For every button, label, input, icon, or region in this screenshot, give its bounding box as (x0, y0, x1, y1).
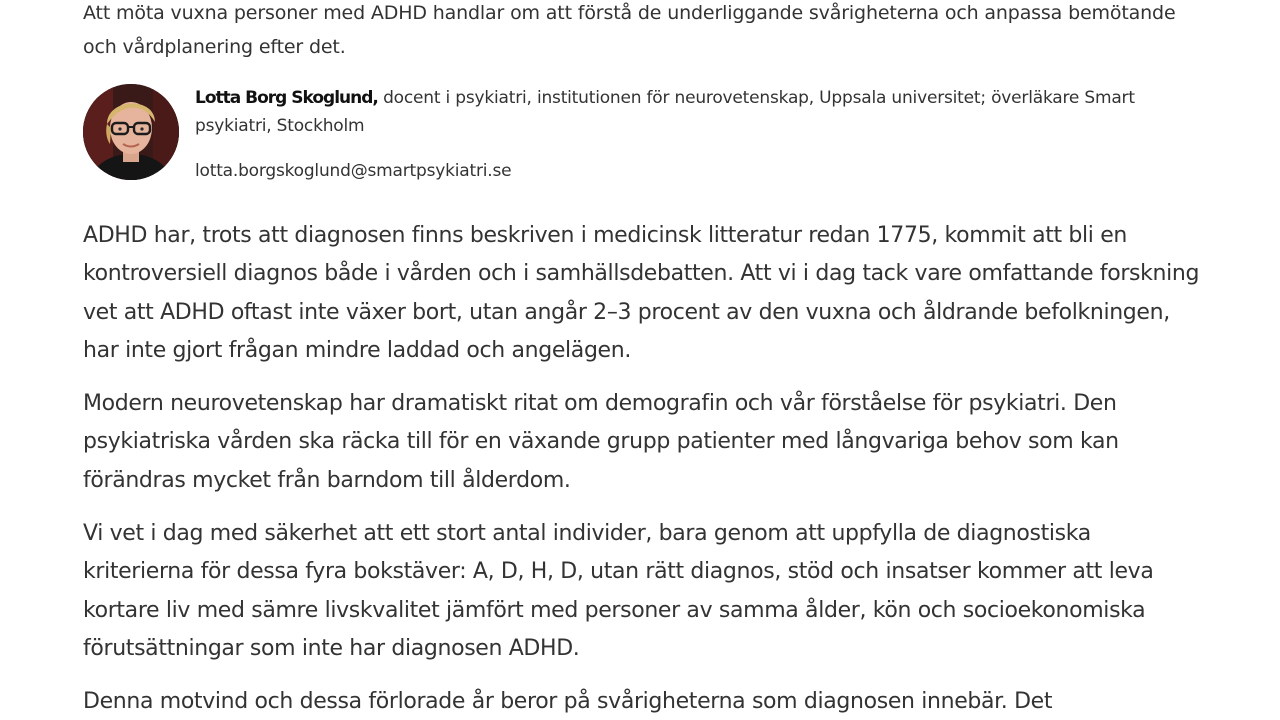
author-description: docent i psykiatri, institutionen för neurovetenskap, Uppsala universitet; överläkare Smart psykiatri, Stockholm (195, 88, 1135, 136)
paragraph: ADHD har, trots att diagnosen finns beskriven i medicinsk litteratur redan 1775, kommit att bli en kontroversiell diagnos både i vården och i samhällsdebatten. Att vi i dag tack vare omfattande forskning vet att ADHD oftast inte växer bort, utan angår 2–3 procent av den vuxna och åldrande befolkningen, har inte gjort frågan mindre laddad och angelägen. (83, 223, 1200, 363)
author-avatar (83, 84, 179, 180)
author-email[interactable]: lotta.borgskoglund@smartpsykiatri.se (195, 161, 512, 181)
author-name: Lotta Borg Skoglund, (195, 88, 378, 108)
author-block (83, 84, 1203, 184)
paragraph: Denna motvind och dessa förlorade år beror på svårigheterna som diagnosen innebär. Det (83, 689, 1053, 715)
paragraph: Modern neurovetenskap har dramatiskt ritat om demografin och vår förståelse för psykiatri. Den psykiatriska vården ska räcka till för en växande grupp patienter med långvariga behov som kan förändras mycket från barndom till ålderdom. (83, 391, 1119, 493)
paragraph: Vi vet i dag med säkerhet att ett stort antal individer, bara genom att uppfylla de diagnostiska kriterierna för dessa fyra bokstäver: A, D, H, D, utan rätt diagnos, stöd och insatser kommer att leva kortare liv med sämre livskvalitet jämfört med personer av samma ålder, kön och socioekonomiska förutsättningar som inte har diagnosen ADHD. (83, 521, 1154, 661)
article-body (83, 217, 1203, 720)
author-portrait-icon (83, 84, 179, 180)
author-byline (195, 84, 1175, 140)
article-lead: Att möta vuxna personer med ADHD handlar om att förstå de underliggande svårigheterna och anpassa bemötande och vårdplanering efter det. (83, 2, 1176, 58)
